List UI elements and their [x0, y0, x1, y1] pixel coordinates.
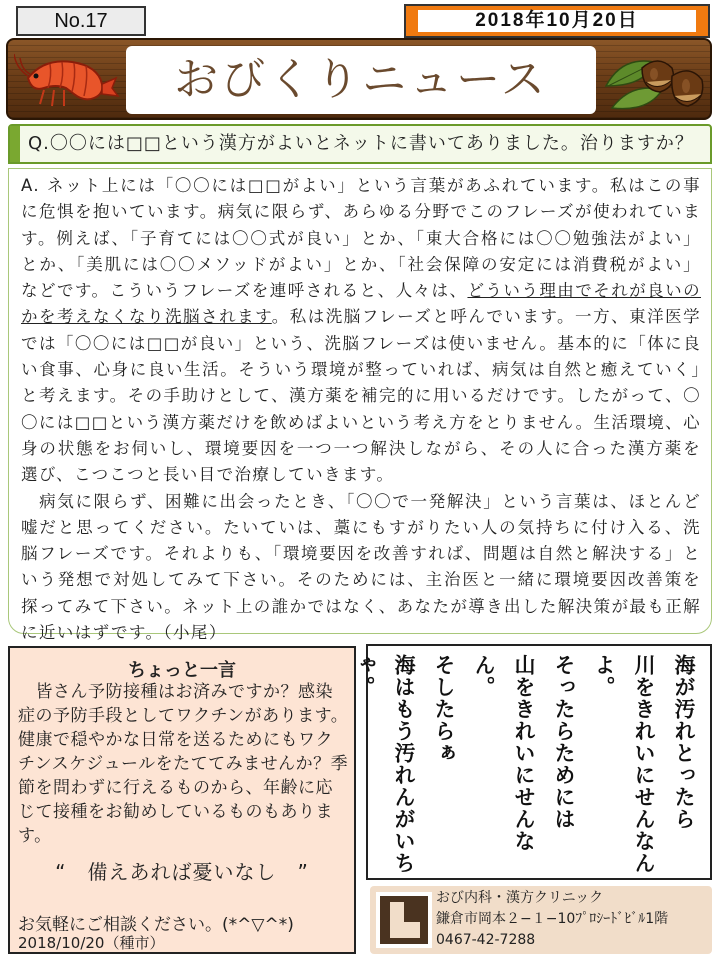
answer-underlined-phrase: どういう理由でそれが良いのかを考えなくなり洗脳されます	[21, 281, 701, 327]
poem-line: 川をきれいにせんなんよ。	[592, 654, 657, 874]
clinic-details	[436, 888, 668, 951]
clinic-name: おび内科・漢方クリニック	[436, 890, 604, 906]
shrimp-icon	[14, 48, 122, 114]
poem-line: 海が汚れとったら	[672, 654, 697, 830]
answer-text	[21, 173, 701, 646]
newsletter-header	[6, 38, 712, 120]
newsletter-title: おびくりニュース	[126, 46, 596, 114]
poem-line: そったらためには	[552, 654, 577, 830]
poem-box	[352, 644, 712, 880]
poem-line: 山をきれいにせんなん。	[472, 654, 537, 852]
issue-date: 2018年10月20日	[418, 10, 696, 32]
note-body-text: 皆さん予防接種はお済みですか？感染症の予防手段としてワクチンがあります。健康で穏やかな日常を送るためにもワクチンスケジュールをたててみませんか？季節を問わずに行えるものから、年齢に応じて接種をお勧めしているものもあります。	[18, 682, 349, 846]
answer-paragraph-1	[21, 173, 701, 489]
clinic-address: 鎌倉市岡本２−１−10ﾌﾟﾛｼｰﾄﾞﾋﾞﾙ1階	[436, 911, 669, 927]
answer-p1-start: A. ネット上には「〇〇には□□がよい」という言葉があふれています。私はこの事に危惧を抱いています。病気に限らず、あらゆる分野でこのフレーズが使われています。例えば、「子育てには〇〇式が良い」とか、「東大合格には〇〇勉強法がよい」とか、「美肌には〇〇メソッドがよい」とか、「社会保障の安定には消費税がよい」などです。こういうフレーズを連呼されると、人々は、	[21, 176, 701, 301]
note-signature: 2018/10/20（種市）	[18, 934, 165, 952]
answer-paragraph-2	[21, 489, 701, 647]
question-box	[8, 124, 712, 164]
clinic-phone[interactable]: 0467-42-7288	[436, 932, 536, 948]
note-quote: “ 備えあれば憂いなし ”	[55, 860, 309, 884]
chestnut-icon	[602, 46, 710, 118]
note-closing: お気軽にご相談ください。(*^▽^*)	[18, 915, 294, 935]
poem-line: 海はもう汚れんがいちゃ。	[352, 654, 417, 874]
question-text: Q.〇〇には□□という漢方がよいとネットに書いてありました。治りますか？	[28, 133, 694, 154]
issue-number: No.17	[16, 6, 146, 36]
clinic-logo-icon	[376, 892, 432, 948]
poem-line: そしたらぁ	[432, 654, 457, 764]
answer-p1-end: 。私は洗脳フレーズと呼んでいます。一方、東洋医学では「〇〇には□□が良い」という、洗脳フレーズは使いません。基本的に「体に良い食事、心身に良い生活。そういう環境が整っていれば、病気は自然と癒えていく」と考えます。その手助けとして、漢方薬を補完的に用いるだけです。したがって、〇〇には□□という漢方薬だけを飲めばよいという考え方をとりません。生活環境、心身の状態をお伺いし、環境要因を一つ一つ解決しながら、その人に合った漢方薬を選び、こつこつと長い目で治療していきます。	[21, 307, 701, 485]
question-accent-bar	[10, 126, 20, 162]
note-box	[8, 646, 356, 954]
poem-text	[344, 654, 704, 874]
answer-box	[8, 168, 712, 643]
date-tag	[404, 4, 710, 38]
note-body	[18, 680, 350, 848]
answer-p2-text: 病気に限らず、困難に出会ったとき、「〇〇で一発解決」という言葉は、ほとんど嘘だと思ってください。たいていは、藁にもすがりたい人の気持ちに付け入る、洗脳フレーズです。それよりも、「環境要因を改善すれば、問題は自然と解決する」という発想で対処してみて下さい。そのためには、主治医と一緒に環境要因改善策を探ってみて下さい。ネット上の誰かではなく、あなたが導き出した解決策が最も正解に近いはずです。（小尾）	[21, 491, 701, 643]
clinic-info-box	[370, 886, 712, 954]
note-title: ちょっと一言	[128, 660, 236, 681]
